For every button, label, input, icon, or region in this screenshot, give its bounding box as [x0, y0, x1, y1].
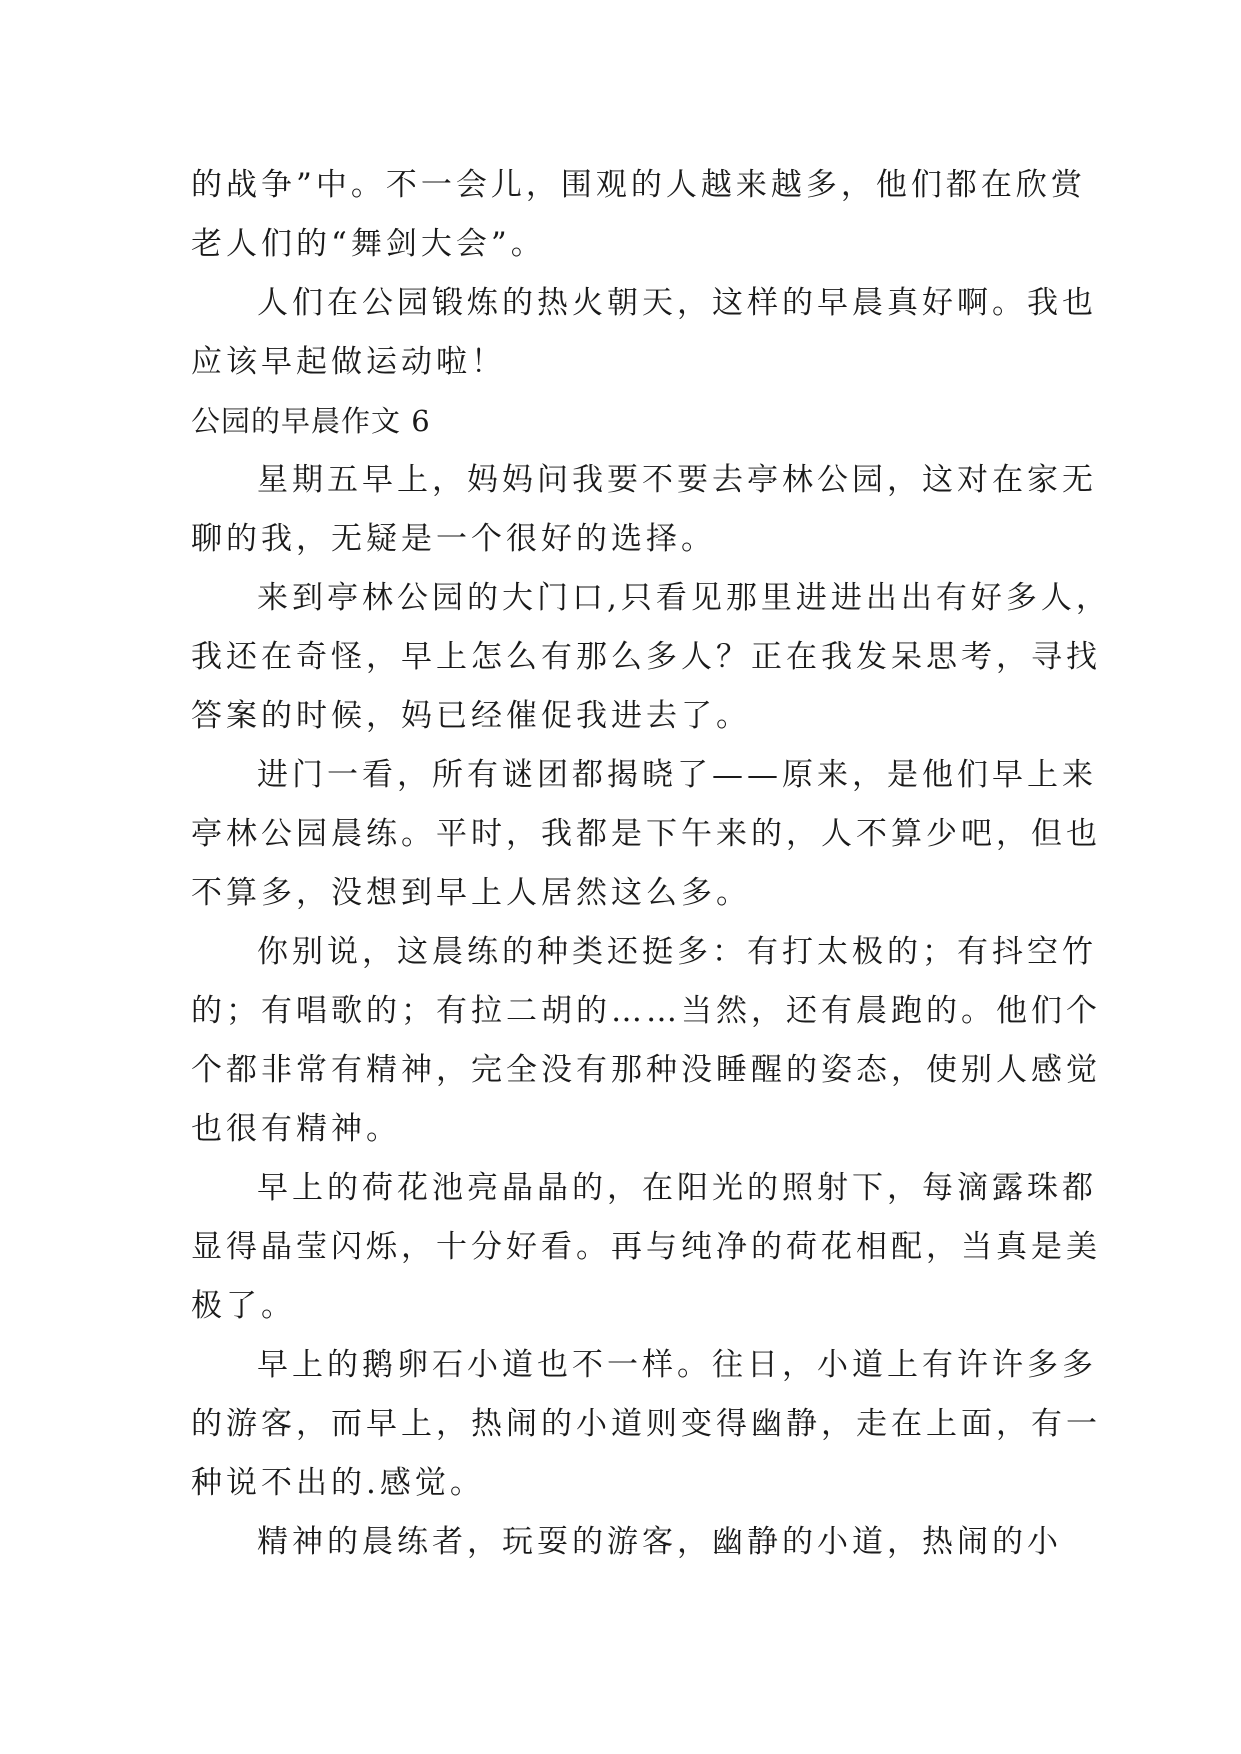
text-line: 种说不出的.感觉。 — [191, 1465, 485, 1501]
text-line: 的；有唱歌的；有拉二胡的……当然，还有晨跑的。他们个 — [191, 993, 1101, 1029]
text-line: 不算多，没想到早上人居然这么多。 — [191, 875, 751, 911]
paragraph-start-line: 进门一看，所有谜团都揭晓了——原来，是他们早上来 — [257, 757, 1097, 793]
text-line: 聊的我，无疑是一个很好的选择。 — [191, 521, 716, 557]
text-line: 的游客，而早上，热闹的小道则变得幽静，走在上面，有一 — [191, 1406, 1101, 1442]
paragraph-start-line: 早上的荷花池亮晶晶的，在阳光的照射下，每滴露珠都 — [257, 1170, 1097, 1206]
text-line: 的战争”中。不一会儿，围观的人越来越多，他们都在欣赏 — [191, 167, 1086, 203]
text-line: 老人们的“舞剑大会”。 — [191, 226, 546, 262]
document-body — [191, 156, 1111, 1572]
text-line: 显得晶莹闪烁，十分好看。再与纯净的荷花相配，当真是美 — [191, 1229, 1101, 1265]
paragraph-start-line: 精神的晨练者，玩耍的游客，幽静的小道，热闹的小 — [257, 1524, 1062, 1560]
paragraph-start-line: 人们在公园锻炼的热火朝天，这样的早晨真好啊。我也 — [257, 285, 1097, 321]
text-line: 也很有精神。 — [191, 1111, 401, 1147]
paragraph-start-line: 你别说，这晨练的种类还挺多：有打太极的；有抖空竹 — [257, 934, 1097, 970]
section-heading: 公园的早晨作文 6 — [191, 404, 431, 438]
text-line: 亭林公园晨练。平时，我都是下午来的，人不算少吧，但也 — [191, 816, 1101, 852]
text-line: 极了。 — [191, 1288, 296, 1324]
paragraph-start-line: 早上的鹅卵石小道也不一样。往日，小道上有许许多多 — [257, 1347, 1097, 1383]
text-line: 应该早起做运动啦！ — [191, 344, 506, 380]
text-line: 个都非常有精神，完全没有那种没睡醒的姿态，使别人感觉 — [191, 1052, 1101, 1088]
paragraph-start-line: 来到亭林公园的大门口,只看见那里进进出出有好多人， — [257, 580, 1111, 616]
text-line: 答案的时候，妈已经催促我进去了。 — [191, 698, 751, 734]
text-line: 我还在奇怪，早上怎么有那么多人？正在我发呆思考，寻找 — [191, 639, 1101, 675]
paragraph-start-line: 星期五早上，妈妈问我要不要去亭林公园，这对在家无 — [257, 462, 1097, 498]
